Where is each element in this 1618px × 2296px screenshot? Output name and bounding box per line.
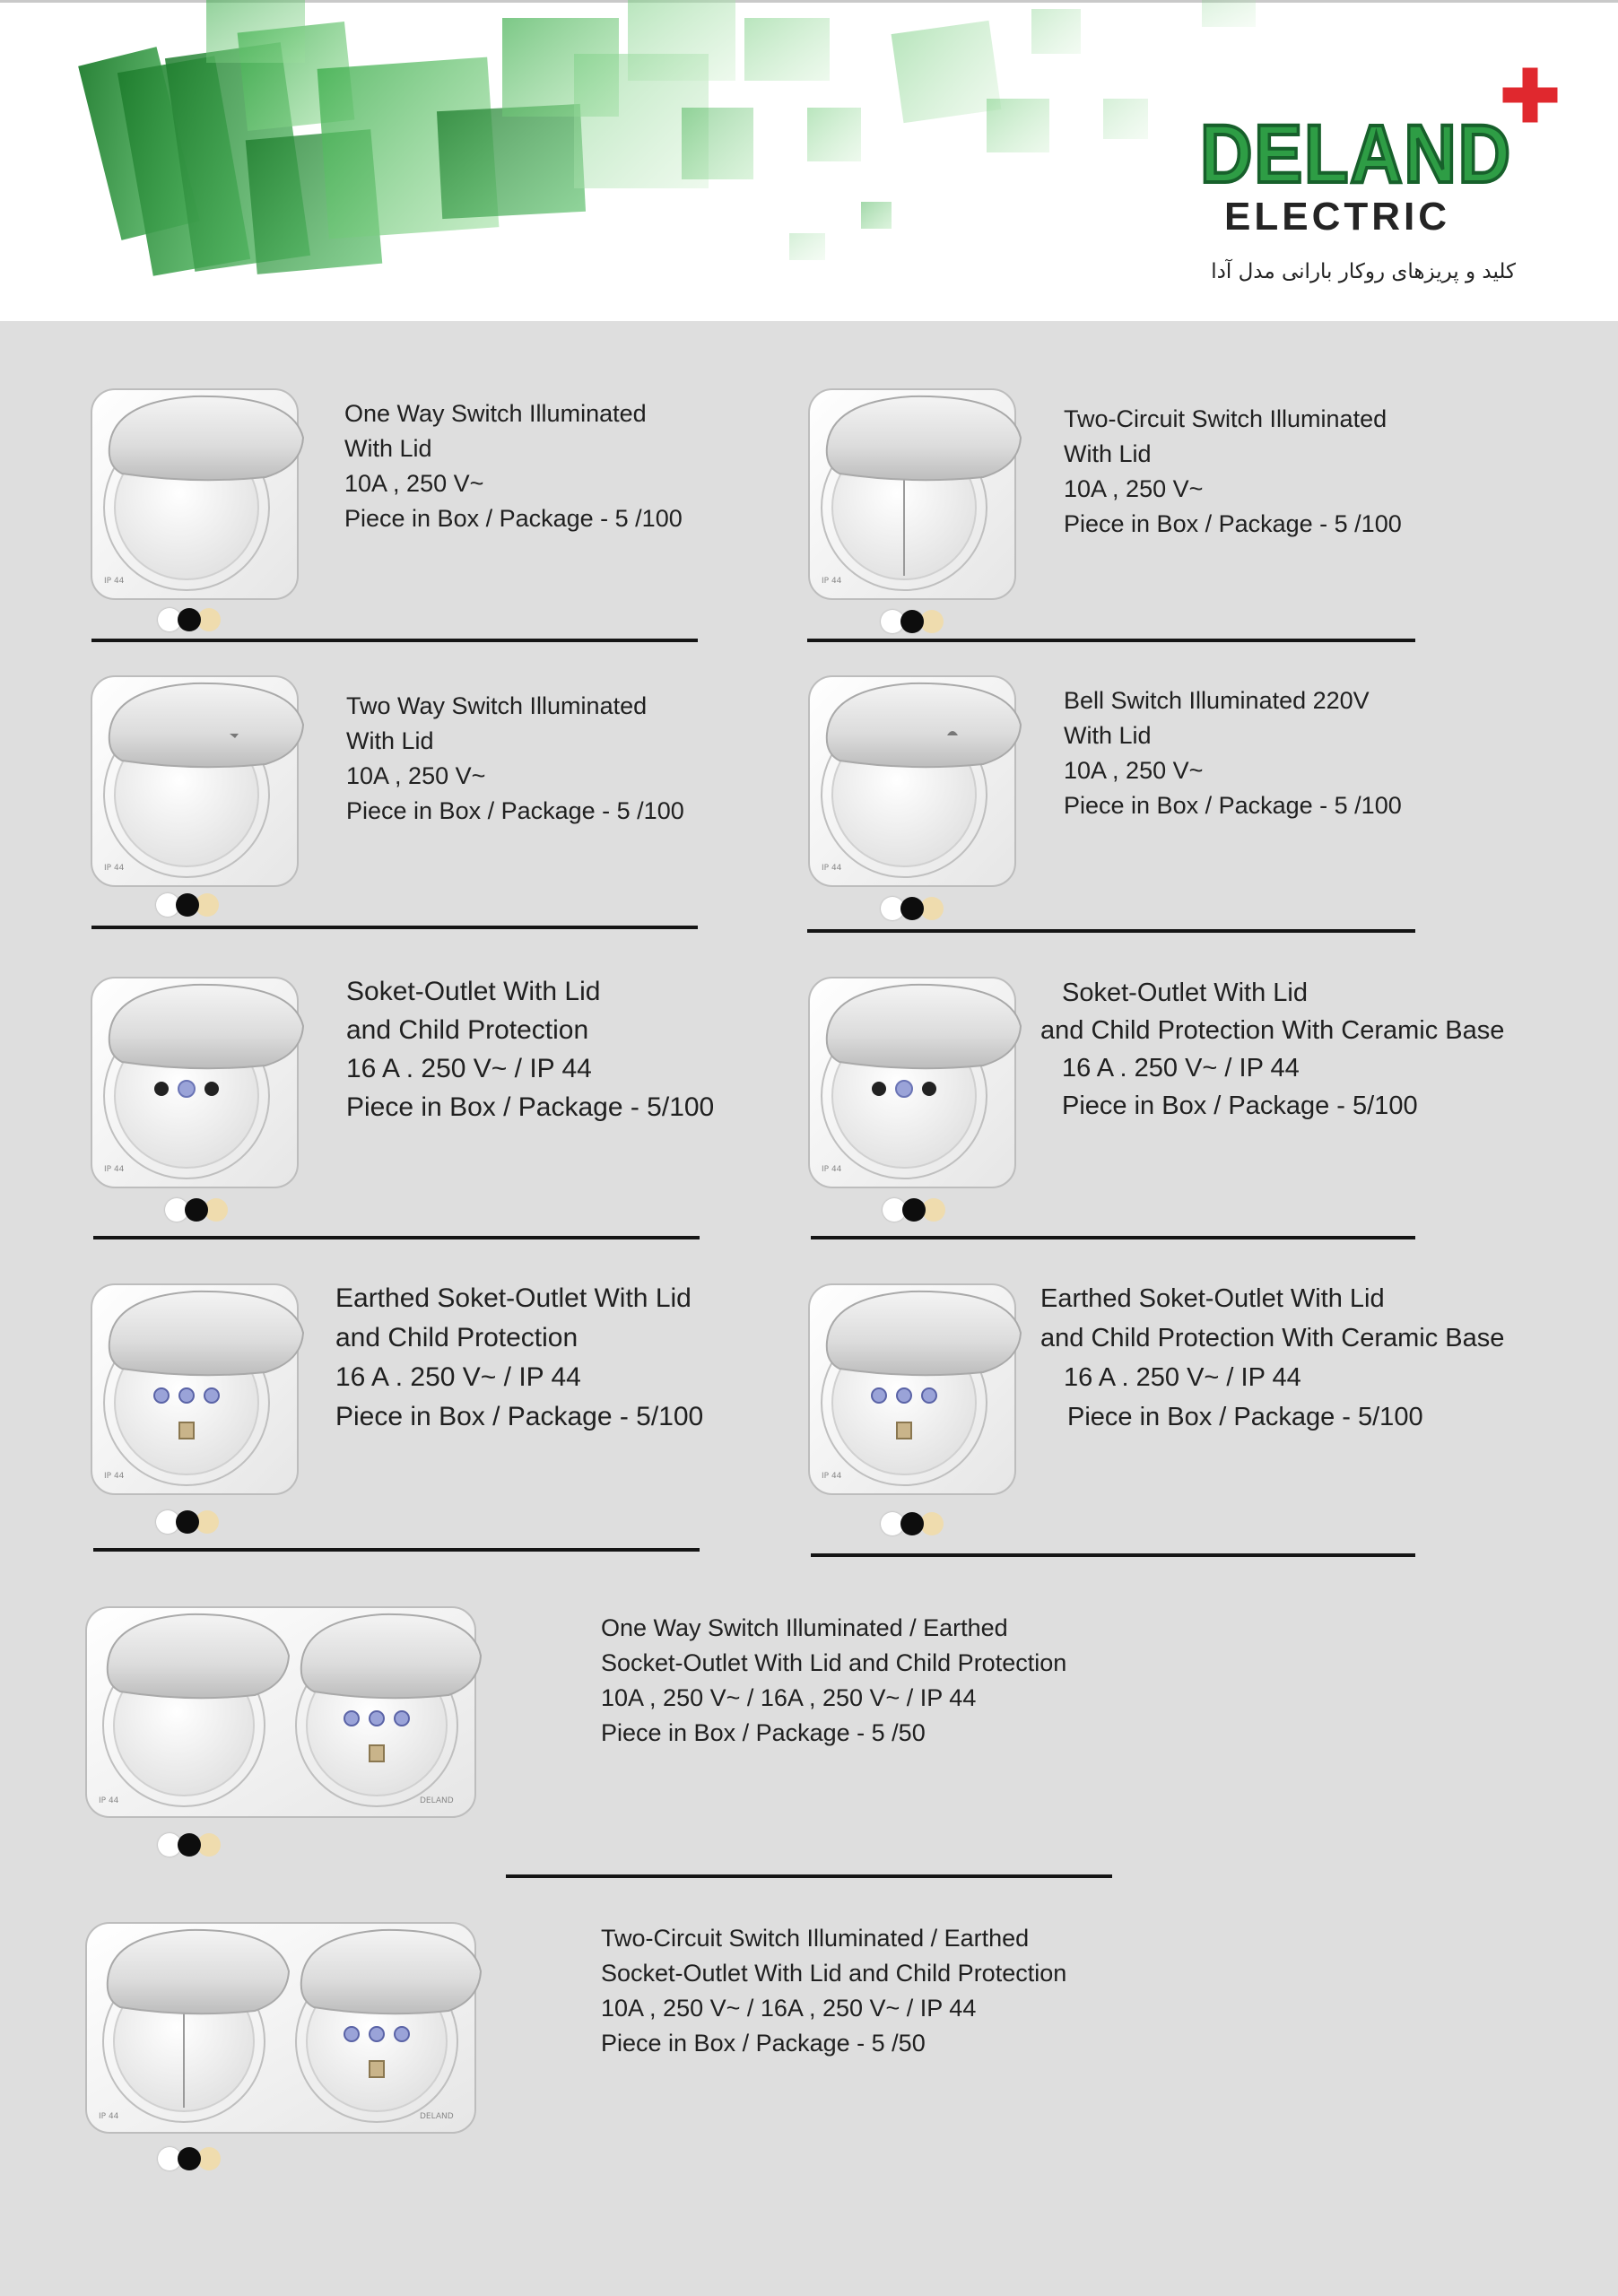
product-name: Soket-Outlet With Lid: [1062, 978, 1308, 1007]
product-packaging: Piece in Box / Package - 5/100: [1062, 1091, 1418, 1120]
product-socket-outlet: [86, 972, 768, 1232]
product-feature: and Child Protection With Ceramic Base: [1040, 1016, 1505, 1045]
product-name: One Way Switch Illuminated / Earthed: [601, 1614, 1008, 1641]
product-description: [335, 1279, 703, 1437]
product-packaging: Piece in Box / Package - 5 /100: [346, 797, 684, 824]
color-swatches: [156, 893, 237, 917]
product-feature: With Lid: [346, 727, 434, 754]
product-rating: 10A , 250 V~ / 16A , 250 V~ / IP 44: [601, 1995, 977, 2022]
product-earthed-socket-outlet-ceramic: [804, 1279, 1521, 1548]
product-packaging: Piece in Box / Package - 5 /100: [344, 505, 683, 532]
product-rating: 10A , 250 V~: [346, 762, 486, 789]
product-rating: 10A , 250 V~: [1064, 475, 1204, 502]
product-feature: With Lid: [344, 435, 432, 462]
two-circuit-switch-image: [804, 384, 1028, 617]
black-color-dot: [178, 2147, 201, 2170]
bell-switch-image: [804, 671, 1028, 904]
product-description: [1064, 402, 1402, 542]
product-description: [346, 972, 714, 1126]
product-packaging: Piece in Box / Package - 5 /50: [601, 1719, 926, 1746]
ip-rating-mark: IP 44: [822, 864, 842, 873]
brand-mark: DELAND: [420, 1796, 454, 1805]
product-two-circuit-switch: [804, 384, 1521, 635]
black-color-dot: [176, 1510, 199, 1534]
section-divider: [93, 1236, 700, 1239]
one-way-switch-image: [86, 384, 310, 617]
color-swatches: [156, 1510, 237, 1534]
product-rating: 16 A . 250 V~ / IP 44: [335, 1362, 581, 1392]
product-name: One Way Switch Illuminated: [344, 400, 647, 427]
section-divider: [807, 929, 1415, 933]
black-color-dot: [900, 610, 924, 633]
product-packaging: Piece in Box / Package - 5 /50: [601, 2030, 926, 2057]
product-feature: Socket-Outlet With Lid and Child Protection: [601, 1649, 1067, 1676]
section-divider: [811, 1236, 1415, 1239]
section-divider: [807, 639, 1415, 642]
deland-logo: [1193, 63, 1570, 242]
section-divider: [811, 1553, 1415, 1557]
catalog-subtitle: کلید و پریزهای روکار بارانی مدل آدا: [1211, 260, 1516, 283]
section-divider: [91, 639, 698, 642]
product-name: Bell Switch Illuminated 220V: [1064, 687, 1370, 714]
color-swatches: [158, 608, 239, 631]
switch-socket-combo-image: [81, 1602, 484, 1826]
product-name: Soket-Outlet With Lid: [346, 977, 601, 1006]
two-circuit-socket-combo-image: [81, 1918, 484, 2142]
product-feature: With Lid: [1064, 440, 1152, 467]
product-rating: 10A , 250 V~ / 16A , 250 V~ / IP 44: [601, 1684, 977, 1711]
socket-outlet-image: [86, 972, 310, 1205]
light-square-cluster: [574, 0, 1256, 260]
color-swatches: [883, 1198, 963, 1222]
color-swatches: [158, 2147, 239, 2170]
logo-electric-wordmark: ELECTRIC: [1224, 195, 1450, 239]
product-switch-socket-combo: [81, 1602, 1157, 1862]
product-socket-outlet-ceramic: [804, 972, 1521, 1232]
brand-mark: DELAND: [420, 2112, 454, 2121]
black-color-dot: [902, 1198, 926, 1222]
product-packaging: Piece in Box / Package - 5/100: [1067, 1403, 1423, 1431]
product-two-circuit-socket-combo: [81, 1918, 1157, 2178]
black-color-dot: [178, 608, 201, 631]
logo-deland-wordmark: DELAND: [1200, 109, 1512, 200]
product-bell-switch: [804, 671, 1521, 922]
section-divider: [91, 926, 698, 929]
section-divider: [506, 1874, 1112, 1878]
red-plus-icon: [1498, 63, 1562, 127]
black-color-dot: [178, 1833, 201, 1857]
black-color-dot: [900, 1512, 924, 1535]
product-name: Earthed Soket-Outlet With Lid: [335, 1283, 692, 1313]
product-rating: 10A , 250 V~: [1064, 757, 1204, 784]
socket-outlet-ceramic-image: [804, 972, 1028, 1205]
product-packaging: Piece in Box / Package - 5/100: [335, 1402, 704, 1431]
color-swatches: [165, 1198, 246, 1222]
two-way-switch-image: [86, 671, 310, 904]
product-description: [601, 1611, 1066, 1751]
product-name: Two-Circuit Switch Illuminated / Earthed: [601, 1925, 1030, 1952]
ip-rating-mark: IP 44: [104, 1472, 125, 1481]
product-two-way-switch: [86, 671, 732, 922]
ip-rating-mark: IP 44: [104, 1165, 125, 1174]
product-name: Earthed Soket-Outlet With Lid: [1040, 1284, 1385, 1313]
ip-rating-mark: IP 44: [104, 577, 125, 586]
ip-rating-mark: IP 44: [104, 864, 125, 873]
product-feature: and Child Protection With Ceramic Base: [1040, 1324, 1505, 1352]
earthed-socket-outlet-ceramic-image: [804, 1279, 1028, 1512]
product-description: [344, 396, 683, 536]
earthed-socket-outlet-image: [86, 1279, 310, 1512]
product-feature: With Lid: [1064, 722, 1152, 749]
section-divider: [93, 1548, 700, 1552]
dark-square-cluster: [78, 0, 619, 276]
page-header: [0, 0, 1618, 321]
color-swatches: [881, 897, 961, 920]
product-earthed-socket-outlet: [86, 1279, 768, 1539]
product-feature: and Child Protection: [335, 1323, 578, 1352]
color-swatches: [881, 1512, 961, 1535]
ip-rating-mark: IP 44: [822, 577, 842, 586]
ip-rating-mark: IP 44: [99, 2112, 119, 2121]
product-packaging: Piece in Box / Package - 5/100: [346, 1092, 715, 1122]
product-description: [346, 689, 684, 829]
ip-rating-mark: IP 44: [822, 1472, 842, 1481]
product-packaging: Piece in Box / Package - 5 /100: [1064, 792, 1402, 819]
black-color-dot: [185, 1198, 208, 1222]
black-color-dot: [176, 893, 199, 917]
product-rating: 16 A . 250 V~ / IP 44: [1064, 1363, 1301, 1392]
product-packaging: Piece in Box / Package - 5 /100: [1064, 510, 1402, 537]
product-rating: 10A , 250 V~: [344, 470, 484, 497]
black-color-dot: [900, 897, 924, 920]
product-description: [1064, 683, 1402, 823]
product-description: [1040, 1279, 1504, 1437]
product-rating: 16 A . 250 V~ / IP 44: [346, 1054, 592, 1083]
product-description: [1040, 974, 1504, 1125]
product-one-way-switch: [86, 384, 732, 635]
product-feature: Socket-Outlet With Lid and Child Protection: [601, 1960, 1067, 1987]
product-rating: 16 A . 250 V~ / IP 44: [1062, 1054, 1300, 1083]
product-feature: and Child Protection: [346, 1015, 589, 1045]
product-name: Two-Circuit Switch Illuminated: [1064, 405, 1387, 432]
product-name: Two Way Switch Illuminated: [346, 692, 648, 719]
product-description: [601, 1921, 1066, 2061]
ip-rating-mark: IP 44: [822, 1165, 842, 1174]
ip-rating-mark: IP 44: [99, 1796, 119, 1805]
color-swatches: [881, 610, 961, 633]
color-swatches: [158, 1833, 239, 1857]
